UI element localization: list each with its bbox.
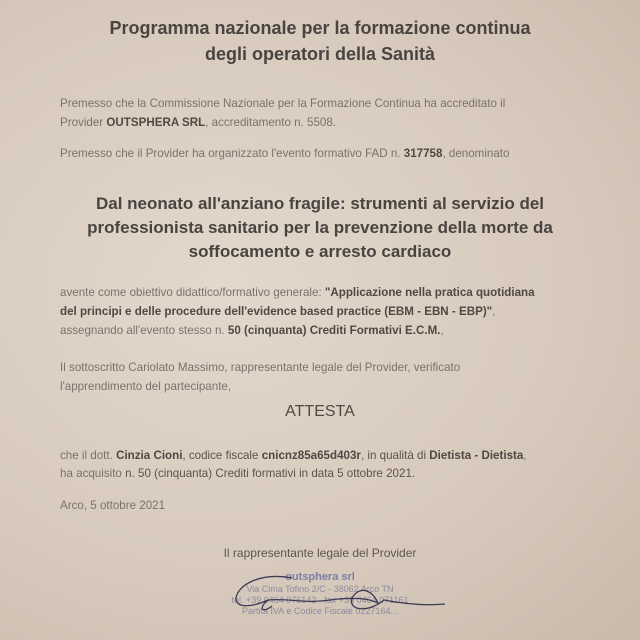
objective-line1: avente come obiettivo didattico/formativo generale: "Applicazione nella pratica quotidiana [60, 286, 535, 299]
signature-label: Il rappresentante legale del Provider [223, 546, 417, 560]
stamp-phone: tel. +39 0464 076142 - fax +39 0464 071161 [231, 595, 409, 605]
premise-provider-line1: Premesso che la Commissione Nazionale per la Formazione Continua ha accreditato il [60, 97, 506, 110]
credits-value: 50 (cinquanta) Crediti Formativi E.C.M. [227, 324, 441, 337]
participant-name: Cinzia Cioni [116, 449, 183, 462]
stamp-address: Via Cima Tofino 2/C - 38062 Arco TN [246, 584, 394, 594]
fiscal-code: cnicnz85a65d403r [261, 449, 361, 462]
participant-line2: ha acquisito n. 50 (cinquanta) Crediti formativi in data 5 ottobre 2021. [60, 467, 416, 480]
stamp-company: outsphera srl [285, 571, 355, 583]
event-title-line3: soffocamento e arresto cardiaco [188, 242, 452, 261]
doc-title-line2: degli operatori della Sanità [204, 44, 436, 64]
signatory-line2: l'apprendimento del partecipante, [60, 380, 232, 393]
objective-line2: del principi e delle procedure dell'evidence based practice (EBM - EBN - EBP)", [60, 305, 496, 318]
premise-event: Premesso che il Provider ha organizzato l'evento formativo FAD n. 317758, denominato [60, 147, 510, 160]
participant-role: Dietista - Dietista [429, 449, 524, 462]
signatory-line1: Il sottoscritto Cariolato Massimo, rappresentante legale del Provider, verificato [60, 361, 461, 374]
participant-line1: che il dott. Cinzia Cioni, codice fiscale cnicnz85a65d403r, in qualità di Dietista - Dietista, [60, 449, 527, 462]
attesta-heading: ATTESTA [285, 403, 355, 420]
event-title-line1: Dal neonato all'anziano fragile: strumenti al servizio del [95, 194, 545, 213]
doc-title-line1: Programma nazionale per la formazione continua [109, 18, 531, 38]
event-title-line2: professionista sanitario per la prevenzione della morte da [87, 218, 553, 237]
credits-line: assegnando all'evento stesso n. 50 (cinquanta) Crediti Formativi E.C.M., [60, 324, 444, 337]
premise-provider-line2: Provider OUTSPHERA SRL, accreditamento n. 5508. [60, 116, 337, 129]
event-number: 317758 [403, 147, 443, 160]
place-date: Arco, 5 ottobre 2021 [60, 499, 166, 512]
provider-name: OUTSPHERA SRL [106, 116, 206, 129]
stamp-vat: Partita IVA e Codice Fiscale 0227164... [242, 606, 398, 616]
